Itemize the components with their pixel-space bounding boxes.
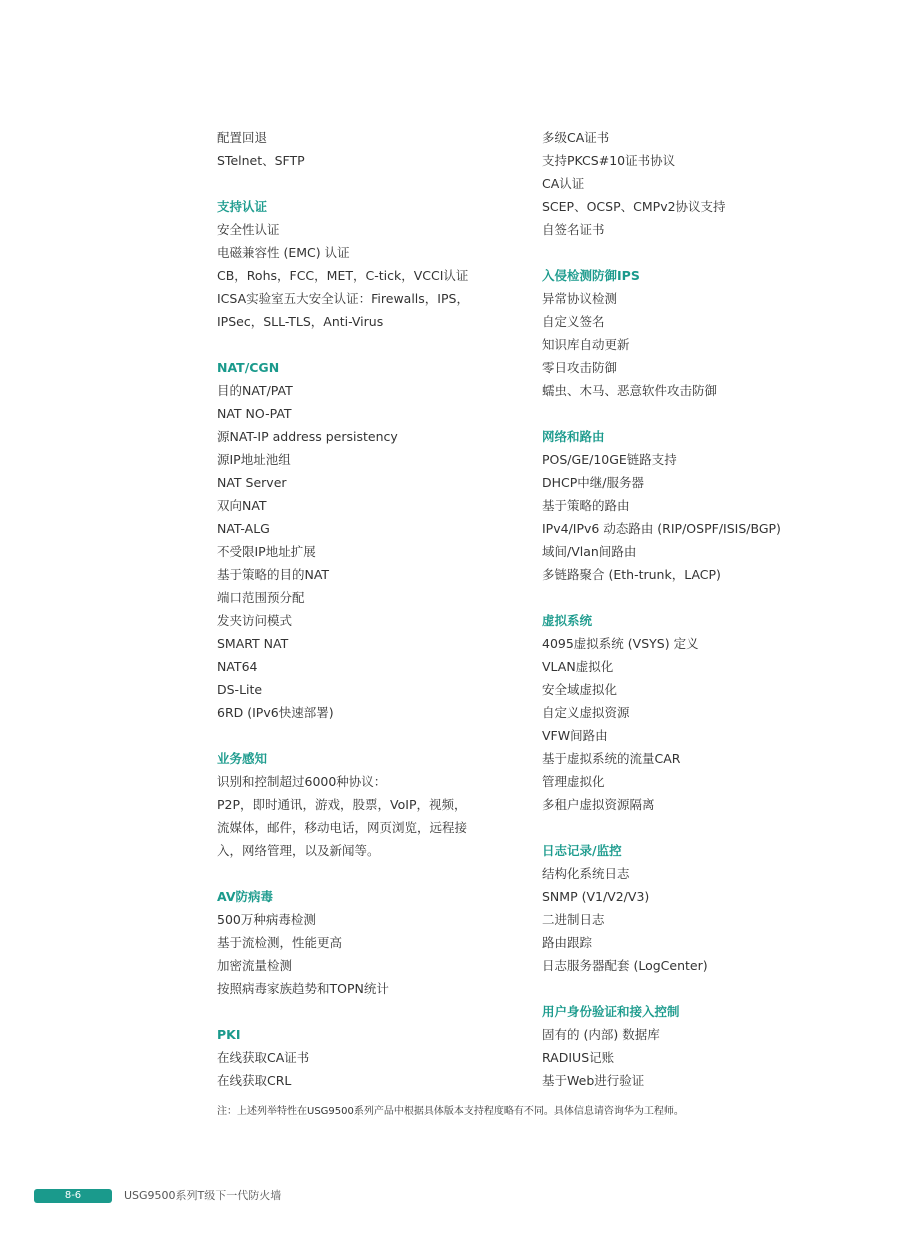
list-item: 蠕虫、木马、恶意软件攻击防御 — [542, 383, 718, 398]
section-heading-av: AV防病毒 — [217, 889, 273, 904]
list-item: CB，Rohs，FCC，MET，C-tick，VCCI认证 — [217, 268, 469, 283]
list-item: 不受限IP地址扩展 — [217, 544, 316, 559]
list-item: POS/GE/10GE链路支持 — [542, 452, 677, 467]
list-item: 500万种病毒检测 — [217, 912, 316, 927]
list-item: 自定义虚拟资源 — [542, 705, 630, 720]
list-item: 流媒体，邮件，移动电话，网页浏览，远程接 — [217, 820, 468, 835]
list-item: 双向NAT — [217, 498, 267, 513]
list-item: 基于策略的路由 — [542, 498, 630, 513]
footnote: 注：上述列举特性在USG9500系列产品中根据具体版本支持程度略有不同。具体信息请咨询华为工程师。 — [217, 1106, 684, 1117]
list-item: SMART NAT — [217, 636, 289, 651]
list-item: 自签名证书 — [542, 222, 605, 237]
section-heading-pki: PKI — [217, 1027, 241, 1042]
list-item: 管理虚拟化 — [542, 774, 605, 789]
list-item: 源IP地址池组 — [217, 452, 291, 467]
list-item: 自定义签名 — [542, 314, 605, 329]
list-item: 电磁兼容性 (EMC) 认证 — [217, 245, 350, 260]
list-item: NAT-ALG — [217, 521, 270, 536]
list-item: 日志服务器配套 (LogCenter) — [542, 958, 708, 973]
right-column — [542, 126, 882, 1092]
section-heading-auth: 用户身份验证和接入控制 — [542, 1004, 680, 1019]
list-item: 基于虚拟系统的流量CAR — [542, 751, 681, 766]
list-item: SCEP、OCSP、CMPv2协议支持 — [542, 199, 726, 214]
list-item: 知识库自动更新 — [542, 337, 630, 352]
list-item: 加密流量检测 — [217, 958, 293, 973]
list-item: 基于流检测，性能更高 — [217, 935, 343, 950]
list-item: 多租户虚拟资源隔离 — [542, 797, 655, 812]
list-item: SNMP (V1/V2/V3) — [542, 889, 650, 904]
list-item: 配置回退 — [217, 130, 268, 145]
list-item: 6RD (IPv6快速部署) — [217, 705, 334, 720]
section-heading-cert: 支持认证 — [217, 199, 268, 214]
list-item: 结构化系统日志 — [542, 866, 630, 881]
list-item: 多链路聚合 (Eth-trunk，LACP) — [542, 567, 721, 582]
list-item: 在线获取CRL — [217, 1073, 292, 1088]
list-item: DS-Lite — [217, 682, 263, 697]
left-column — [217, 126, 517, 1092]
list-item: RADIUS记账 — [542, 1050, 615, 1065]
list-item: 路由跟踪 — [542, 935, 593, 950]
list-item: 4095虚拟系统 (VSYS) 定义 — [542, 636, 699, 651]
list-item: IPv4/IPv6 动态路由 (RIP/OSPF/ISIS/BGP) — [542, 521, 781, 536]
list-item: NAT64 — [217, 659, 258, 674]
section-heading-nat: NAT/CGN — [217, 360, 280, 375]
footer-doc-title: USG9500系列T级下一代防火墙 — [124, 1189, 282, 1202]
list-item: ICSA实验室五大安全认证：Firewalls，IPS， — [217, 291, 469, 306]
section-heading-log: 日志记录/监控 — [542, 843, 622, 858]
list-item: P2P，即时通讯，游戏，股票，VoIP，视频， — [217, 797, 467, 812]
list-item: VLAN虚拟化 — [542, 659, 614, 674]
section-heading-app: 业务感知 — [217, 751, 268, 766]
list-item: 基于策略的目的NAT — [217, 567, 330, 582]
list-item: NAT NO-PAT — [217, 406, 292, 421]
list-item: 二进制日志 — [542, 912, 605, 927]
list-item: 安全域虚拟化 — [542, 682, 618, 697]
list-item: 端口范围预分配 — [217, 590, 305, 605]
list-item: 支持PKCS#10证书协议 — [542, 153, 676, 168]
list-item: 零日攻击防御 — [542, 360, 618, 375]
list-item: 发夹访问模式 — [217, 613, 293, 628]
list-item: 按照病毒家族趋势和TOPN统计 — [217, 981, 389, 996]
section-heading-virtual: 虚拟系统 — [542, 613, 593, 628]
list-item: 多级CA证书 — [542, 130, 610, 145]
list-item: DHCP中继/服务器 — [542, 475, 645, 490]
list-item: 入，网络管理，以及新闻等。 — [217, 843, 380, 858]
list-item: VFW间路由 — [542, 728, 608, 743]
list-item: 基于Web进行验证 — [542, 1073, 645, 1088]
list-item: 安全性认证 — [217, 222, 280, 237]
list-item: 在线获取CA证书 — [217, 1050, 310, 1065]
list-item: 域间/Vlan间路由 — [542, 544, 637, 559]
section-heading-routing: 网络和路由 — [542, 429, 605, 444]
list-item: STelnet、SFTP — [217, 153, 305, 168]
list-item: NAT Server — [217, 475, 287, 490]
list-item: 识别和控制超过6000种协议： — [217, 774, 387, 789]
list-item: 源NAT-IP address persistency — [217, 429, 398, 444]
page-number-badge: 8-6 — [34, 1189, 112, 1203]
section-heading-ips: 入侵检测防御IPS — [542, 268, 640, 283]
list-item: 目的NAT/PAT — [217, 383, 293, 398]
list-item: 异常协议检测 — [542, 291, 618, 306]
list-item: 固有的 (内部) 数据库 — [542, 1027, 660, 1042]
list-item: CA认证 — [542, 176, 585, 191]
list-item: IPSec，SLL-TLS，Anti-Virus — [217, 314, 384, 329]
